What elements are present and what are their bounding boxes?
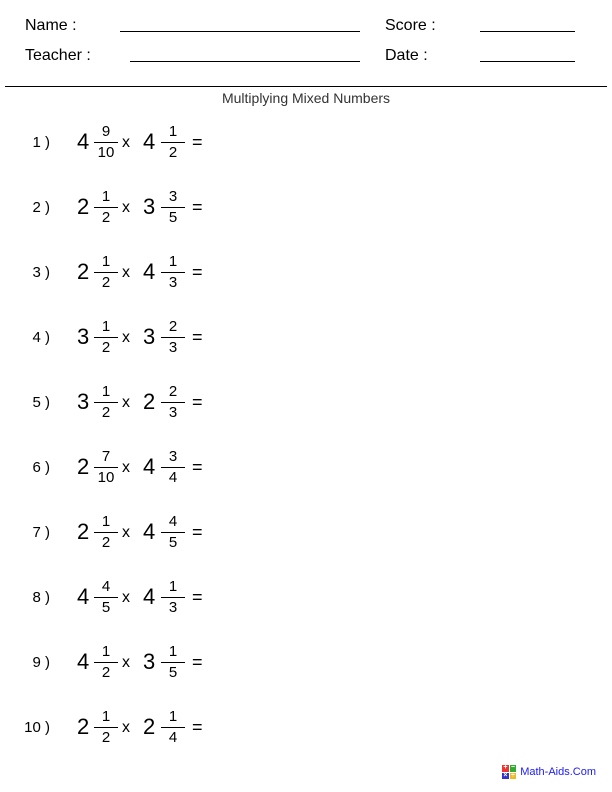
fraction-bar	[94, 142, 118, 143]
numerator: 1	[168, 708, 178, 725]
date-field-line[interactable]	[480, 61, 575, 62]
denominator: 2	[101, 534, 111, 551]
fraction-bar	[94, 532, 118, 533]
problem-row	[0, 704, 300, 754]
numerator: 1	[168, 253, 178, 270]
denominator: 5	[168, 534, 178, 551]
footer-brand	[502, 765, 596, 779]
fraction-bar	[161, 467, 185, 468]
fraction-bar	[161, 207, 185, 208]
numerator: 9	[101, 123, 111, 140]
fraction	[94, 643, 118, 682]
whole-number: 3	[143, 194, 156, 219]
denominator: 2	[101, 404, 111, 421]
fraction	[94, 253, 118, 292]
equals-sign: =	[192, 327, 203, 347]
fraction	[161, 708, 185, 747]
whole-number: 2	[143, 714, 156, 739]
numerator: 1	[101, 253, 111, 270]
fraction	[94, 123, 118, 162]
whole-number: 4	[143, 129, 156, 154]
denominator: 2	[101, 339, 111, 356]
fraction	[161, 513, 185, 552]
problem-row	[0, 119, 300, 169]
problem-number: 4 )	[32, 329, 50, 346]
fraction-bar	[94, 272, 118, 273]
denominator: 2	[101, 209, 111, 226]
fraction	[161, 318, 185, 357]
problem-row	[0, 184, 300, 234]
fraction	[161, 123, 185, 162]
whole-number: 2	[77, 259, 90, 284]
problem-number: 2 )	[32, 199, 50, 216]
denominator: 2	[101, 664, 111, 681]
numerator: 1	[101, 318, 111, 335]
denominator: 3	[168, 404, 178, 421]
equals-sign: =	[192, 457, 203, 477]
whole-number: 4	[77, 649, 90, 674]
whole-number: 3	[143, 324, 156, 349]
denominator: 2	[101, 274, 111, 291]
fraction-bar	[161, 402, 185, 403]
equals-sign: =	[192, 587, 203, 607]
equals-sign: =	[192, 392, 203, 412]
numerator: 1	[168, 643, 178, 660]
fraction	[161, 643, 185, 682]
numerator: 1	[168, 123, 178, 140]
score-field-line[interactable]	[480, 31, 575, 32]
fraction	[94, 448, 118, 487]
numerator: 4	[168, 513, 178, 530]
problem-number: 6 )	[32, 459, 50, 476]
fraction	[161, 383, 185, 422]
denominator: 5	[168, 209, 178, 226]
teacher-field-line[interactable]	[130, 61, 360, 62]
whole-number: 2	[143, 389, 156, 414]
fraction-bar	[161, 142, 185, 143]
fraction	[94, 318, 118, 357]
numerator: 3	[168, 188, 178, 205]
multiply-operator: x	[122, 459, 130, 476]
fraction	[161, 578, 185, 617]
equals-sign: =	[192, 262, 203, 282]
name-label: Name :	[25, 17, 77, 34]
fraction	[94, 708, 118, 747]
multiply-operator: x	[122, 524, 130, 541]
fraction	[161, 253, 185, 292]
problem-row	[0, 509, 300, 559]
fraction-bar	[94, 597, 118, 598]
multiply-operator: x	[122, 264, 130, 281]
whole-number: 2	[77, 454, 90, 479]
denominator: 2	[101, 729, 111, 746]
multiply-operator: x	[122, 394, 130, 411]
equals-sign: =	[192, 652, 203, 672]
whole-number: 4	[143, 584, 156, 609]
whole-number: 3	[77, 389, 90, 414]
problem-number: 3 )	[32, 264, 50, 281]
fraction	[161, 448, 185, 487]
fraction-bar	[161, 662, 185, 663]
numerator: 1	[101, 513, 111, 530]
denominator: 3	[168, 599, 178, 616]
problem-row	[0, 444, 300, 494]
problem-number: 10 )	[24, 719, 50, 736]
fraction	[94, 578, 118, 617]
numerator: 1	[101, 383, 111, 400]
equals-sign: =	[192, 522, 203, 542]
numerator: 1	[101, 643, 111, 660]
problem-row	[0, 314, 300, 364]
equals-sign: =	[192, 197, 203, 217]
multiply-operator: x	[122, 719, 130, 736]
numerator: 4	[101, 578, 111, 595]
date-label: Date :	[385, 47, 428, 64]
score-label: Score :	[385, 17, 436, 34]
fraction	[161, 188, 185, 227]
problem-number: 1 )	[32, 134, 50, 151]
numerator: 2	[168, 318, 178, 335]
whole-number: 4	[77, 584, 90, 609]
fraction-bar	[94, 402, 118, 403]
whole-number: 2	[77, 194, 90, 219]
fraction-bar	[94, 662, 118, 663]
whole-number: 2	[77, 519, 90, 544]
numerator: 1	[168, 578, 178, 595]
problem-number: 9 )	[32, 654, 50, 671]
problem-row	[0, 574, 300, 624]
fraction-bar	[161, 272, 185, 273]
teacher-label: Teacher :	[25, 47, 91, 64]
denominator: 4	[168, 729, 178, 746]
fraction-bar	[161, 532, 185, 533]
problem-row	[0, 249, 300, 299]
fraction-bar	[94, 207, 118, 208]
whole-number: 4	[143, 259, 156, 284]
multiply-operator: x	[122, 589, 130, 606]
problem-row	[0, 639, 300, 689]
multiply-operator: x	[122, 199, 130, 216]
denominator: 2	[168, 144, 178, 161]
whole-number: 2	[77, 714, 90, 739]
denominator: 10	[97, 469, 115, 486]
denominator: 5	[168, 664, 178, 681]
problem-number: 7 )	[32, 524, 50, 541]
whole-number: 3	[77, 324, 90, 349]
problem-number: 5 )	[32, 394, 50, 411]
fraction	[94, 513, 118, 552]
numerator: 2	[168, 383, 178, 400]
whole-number: 3	[143, 649, 156, 674]
problem-number: 8 )	[32, 589, 50, 606]
denominator: 5	[101, 599, 111, 616]
whole-number: 4	[143, 454, 156, 479]
denominator: 3	[168, 339, 178, 356]
numerator: 1	[101, 188, 111, 205]
fraction-bar	[94, 337, 118, 338]
header-divider	[5, 86, 607, 87]
fraction-bar	[94, 467, 118, 468]
whole-number: 4	[77, 129, 90, 154]
fraction	[94, 188, 118, 227]
fraction-bar	[94, 727, 118, 728]
denominator: 3	[168, 274, 178, 291]
equals-sign: =	[192, 717, 203, 737]
equals-sign: =	[192, 132, 203, 152]
problem-row	[0, 379, 300, 429]
fraction-bar	[161, 727, 185, 728]
name-field-line[interactable]	[120, 31, 360, 32]
numerator: 3	[168, 448, 178, 465]
numerator: 1	[101, 708, 111, 725]
fraction-bar	[161, 337, 185, 338]
numerator: 7	[101, 448, 111, 465]
multiply-operator: x	[122, 654, 130, 671]
brand-text: Math-Aids.Com	[520, 766, 596, 778]
fraction	[94, 383, 118, 422]
multiply-operator: x	[122, 329, 130, 346]
worksheet-title: Multiplying Mixed Numbers	[221, 90, 391, 106]
denominator: 4	[168, 469, 178, 486]
whole-number: 4	[143, 519, 156, 544]
multiply-operator: x	[122, 134, 130, 151]
denominator: 10	[97, 144, 115, 161]
math-aids-logo-icon: + − × ÷	[503, 764, 515, 779]
fraction-bar	[161, 597, 185, 598]
